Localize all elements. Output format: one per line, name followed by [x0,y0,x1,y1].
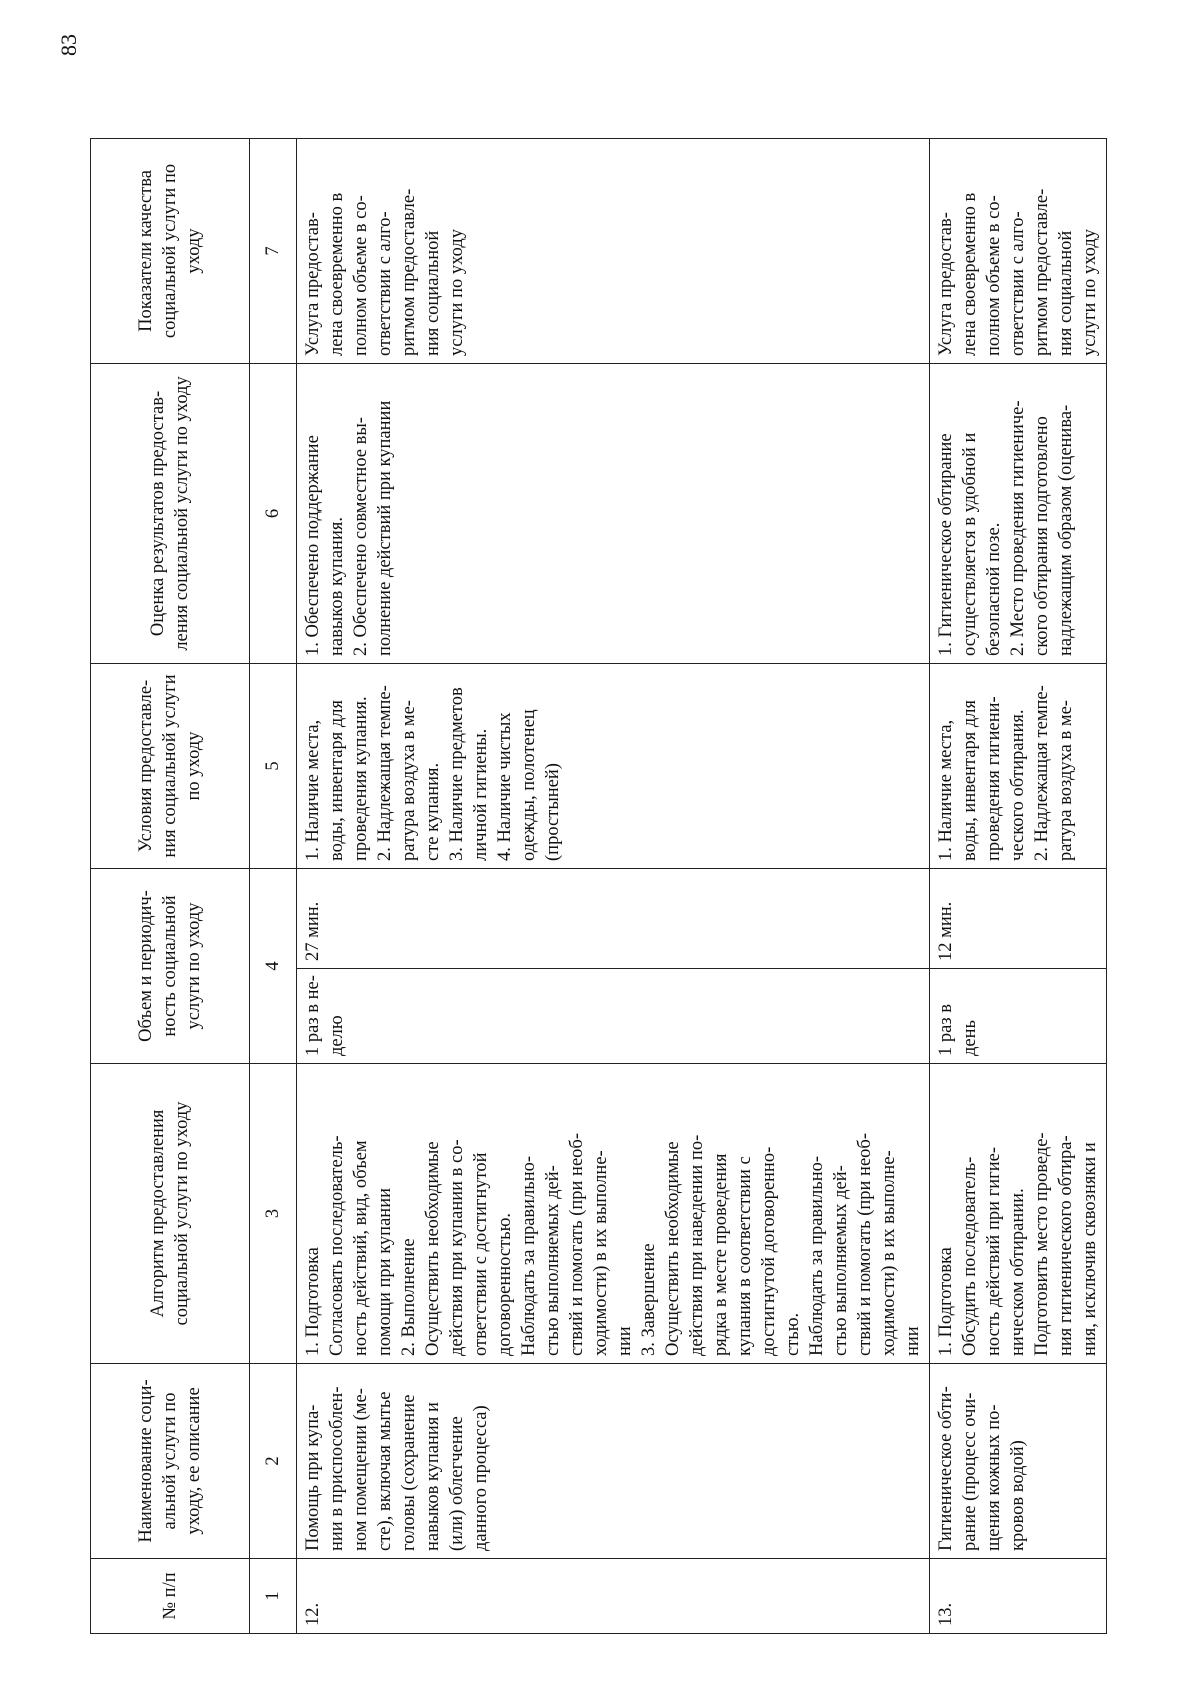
text-line: стью. [783,1312,803,1356]
text-line: купания в соответствии с [735,1156,755,1356]
text-line: 2. Место проведения гигиениче- [1008,400,1028,656]
text-line: действия при купании в со- [447,1139,467,1356]
text-line: 1. Подготовка [936,1247,956,1356]
service-quality [297,138,930,363]
text-line: Осуществить необходимые [423,1141,443,1356]
text-line: ность действий при гигие- [984,1147,1004,1356]
text-line: рание (процесс очи- [960,1392,980,1551]
text-line: 2. Надлежащая темпе- [375,685,395,861]
text-line: Наблюдать за правильно- [807,1155,827,1356]
text-line: воды, инвентаря для [960,699,980,861]
text-line: ническом обтирании. [1008,1188,1028,1356]
text-line: надлежащим образом (оценива- [1056,404,1076,656]
text-line: щения кожных по- [984,1404,1004,1551]
column-number: 4 [250,868,297,1063]
text-line: Услуга предостав- [303,212,323,356]
text-line: ствий и помогать (при необ- [855,1133,875,1356]
service-periodicity [297,969,930,1064]
text-line: 1. Наличие места, [936,719,956,861]
text-line: Согласовать последователь- [327,1135,347,1356]
header-num: № п/п [91,1559,250,1634]
text-line: ном помещении (ме- [351,1388,371,1551]
text-line: Подготовить место проведе- [1032,1132,1052,1356]
column-number: 2 [250,1364,297,1559]
text-line: лена своевременно в [960,192,980,356]
text-line: 3. Наличие предметов [447,687,467,861]
text-line: 1. Обеспечено поддержание [303,435,323,656]
text-line: лена своевременно в [327,192,347,356]
text-line: одежды, полотенец [519,709,539,861]
text-line: Помощь при купа- [303,1404,323,1551]
service-name [297,1364,930,1559]
text-line: нии [903,1326,923,1356]
text-line: ского обтирания подготовлено [1032,416,1052,656]
text-line: навыков купания и [423,1402,443,1551]
header-row [91,138,250,1633]
text-line: ствий и помогать (при необ- [567,1133,587,1356]
text-line: воды, инвентаря для [327,699,347,861]
text-line: ность действий, вид, объем [351,1140,371,1356]
text-line: достигнутой договоренно- [759,1146,779,1356]
text-line: 2. Обеспечено совместное вы- [351,417,371,656]
row-number: 13. [930,1559,1107,1634]
text-line: ответствии с достигнутой [471,1152,491,1356]
text-line: рядка в месте проведения [711,1153,731,1356]
text-line: (простыней) [543,763,563,861]
text-line: 2. Надлежащая темпе- [1032,685,1052,861]
text-line: кровов водой) [1008,1440,1028,1551]
text-line: Осуществить необходимые [663,1141,683,1356]
text-line: ответствии с алго- [1008,211,1028,356]
service-duration: 27 мин. [297,868,930,968]
text-line: 1. Гигиеническое обтирание [936,433,956,656]
table-row [930,138,1107,1633]
service-evaluation [930,363,1107,663]
text-line: стью выполняемых дей- [831,1165,851,1356]
text-line: день [960,1020,980,1056]
header-volume: Объем и периодич-ность социальной услуги по уходу [91,868,250,1063]
text-line: услуги по уходу [447,228,467,356]
text-line: ответствии с алго- [375,211,395,356]
service-algorithm [930,1064,1107,1364]
column-number: 7 [250,138,297,363]
text-line: (или) облегчение [447,1416,467,1551]
column-number: 6 [250,363,297,663]
text-line: 2. Выполнение [399,1238,419,1356]
text-line: 1 раз в [936,1003,956,1056]
text-line: Обсудить последователь- [960,1156,980,1356]
text-line: ходимости) в их выполне- [591,1150,611,1356]
text-line: ритмом предоставле- [1032,188,1052,356]
text-line: ческого обтирания. [1008,709,1028,861]
text-line: 1. Наличие места, [303,719,323,861]
text-line: сте), включая мытье [375,1391,395,1551]
service-duration: 12 мин. [930,868,1107,968]
text-line: навыков купания. [327,517,347,656]
services-table [90,138,1107,1634]
text-line: ратура воздуха в ме- [1056,700,1076,861]
service-algorithm [297,1064,930,1364]
column-number: 1 [250,1559,297,1634]
text-line: ния социальной [1056,230,1076,356]
text-line: проведения гигиени- [984,696,1004,861]
text-line: ния, исключив сквозняки и [1080,1142,1100,1356]
text-line: делю [327,1015,347,1056]
text-line: 1 раз в не- [303,975,323,1056]
row-number: 12. [297,1559,930,1634]
text-line: полнение действий при купании [375,400,395,656]
text-line: ния гигиенического обтира- [1056,1135,1076,1356]
text-line: договоренностью. [495,1212,515,1356]
text-line: Гигиеническое обти- [936,1386,956,1551]
text-line: проведения купания. [351,696,371,861]
column-number: 5 [250,663,297,868]
service-periodicity [930,969,1107,1064]
page-number: 83 [56,34,81,56]
header-conditions: Условия предоставле-ния социальной услуги по уходу [91,663,250,868]
text-line: нии в приспособлен- [327,1386,347,1551]
text-line: полном объеме в со- [351,195,371,356]
text-line: Наблюдать за правильно- [519,1155,539,1356]
header-algorithm: Алгоритм предоставления социальной услуги по уходу [91,1064,250,1364]
service-evaluation [297,363,930,663]
service-name [930,1364,1107,1559]
header-evaluation: Оценка результатов предостав-ления социальной услуги по уходу [91,363,250,663]
text-line: осуществляется в удобной и [960,432,980,656]
text-line: 4. Наличие чистых [495,712,515,861]
service-conditions [930,663,1107,868]
text-line: ния социальной [423,230,443,356]
text-line: сте купания. [423,762,443,861]
text-line: ходимости) в их выполне- [879,1150,899,1356]
header-name: Наименование соци-альной услуги по уходу, ее описание [91,1364,250,1559]
text-line: Услуга предостав- [936,212,956,356]
text-line: стью выполняемых дей- [543,1165,563,1356]
service-quality [930,138,1107,363]
text-line: 3. Завершение [639,1243,659,1356]
text-line: ратура воздуха в ме- [399,700,419,861]
text-line: безопасной позе. [984,522,1004,656]
text-line: ритмом предоставле- [399,188,419,356]
text-line: услуги по уходу [1080,228,1100,356]
text-line: личной гигиены. [471,728,491,861]
header-quality: Показатели качества социальной услуги по уходу [91,138,250,363]
service-conditions [297,663,930,868]
column-number-row [250,138,297,1633]
text-line: действия при наведении по- [687,1134,707,1356]
text-line: полном объеме в со- [984,195,1004,356]
text-line: данного процесса) [471,1405,491,1551]
text-line: помощи при купании [375,1188,395,1356]
text-line: головы (сохранение [399,1394,419,1551]
text-line: нии [615,1326,635,1356]
table-row [297,138,930,1633]
column-number: 3 [250,1064,297,1364]
document-table-rotated [90,139,1100,1634]
text-line: 1. Подготовка [303,1247,323,1356]
